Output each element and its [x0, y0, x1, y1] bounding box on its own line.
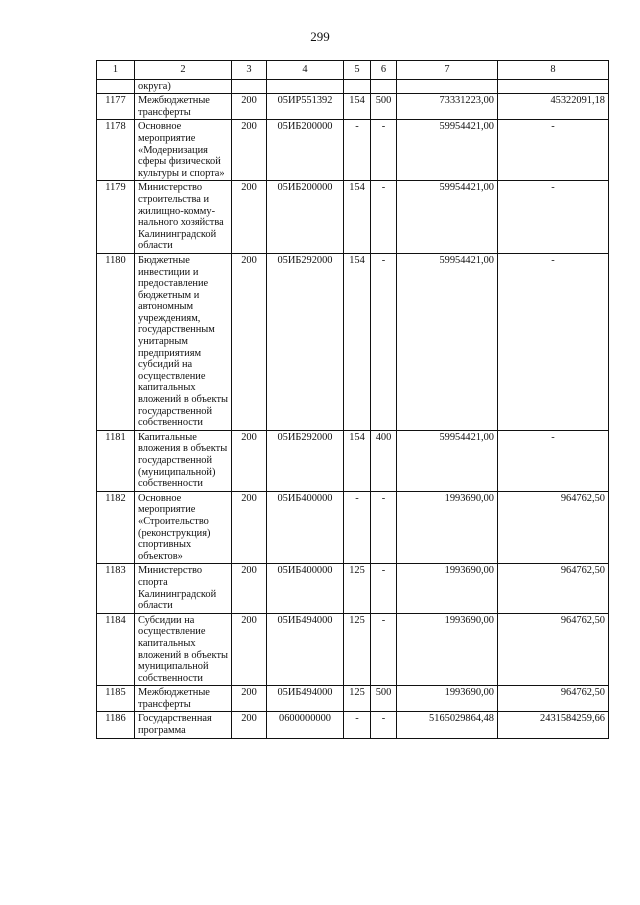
code-cell: 200 — [232, 181, 267, 254]
table-row — [97, 686, 609, 712]
target-code-cell: 05ИБ200000 — [267, 120, 344, 181]
section-code-cell: 154 — [344, 253, 371, 430]
amount-cell: 1993690,00 — [397, 491, 498, 564]
amount-cell: 59954421,00 — [397, 253, 498, 430]
code-cell: 200 — [232, 491, 267, 564]
expense-type-cell: - — [371, 491, 397, 564]
amount-cell: 964762,50 — [498, 491, 609, 564]
amount-cell: 1993690,00 — [397, 564, 498, 613]
section-code-cell: 125 — [344, 564, 371, 613]
table-row — [97, 120, 609, 181]
budget-table — [96, 60, 609, 739]
target-code-cell: 05ИБ292000 — [267, 430, 344, 491]
amount-cell: 2431584259,66 — [498, 712, 609, 738]
table-row — [97, 430, 609, 491]
item-name-cell: Основное мероприятие «Модернизация сферы физической культуры и спорта» — [135, 120, 232, 181]
amount-cell: 964762,50 — [498, 613, 609, 686]
row-number-cell: 1181 — [97, 430, 135, 491]
row-number-cell: 1177 — [97, 94, 135, 120]
code-cell: 200 — [232, 120, 267, 181]
header-cell: 5 — [344, 61, 371, 80]
target-code-cell: 05ИБ200000 — [267, 181, 344, 254]
section-code-cell: - — [344, 120, 371, 181]
expense-type-cell: - — [371, 712, 397, 738]
code-cell: 200 — [232, 253, 267, 430]
code-cell: 200 — [232, 94, 267, 120]
item-name-cell: Межбюджетные трансферты — [135, 94, 232, 120]
amount-cell: 5165029864,48 — [397, 712, 498, 738]
item-name-cell: округа) — [135, 79, 232, 94]
expense-type-cell — [371, 79, 397, 94]
target-code-cell — [267, 79, 344, 94]
amount-cell: 59954421,00 — [397, 181, 498, 254]
target-code-cell: 05ИБ400000 — [267, 491, 344, 564]
code-cell: 200 — [232, 613, 267, 686]
expense-type-cell: 500 — [371, 686, 397, 712]
expense-type-cell: - — [371, 613, 397, 686]
amount-cell: 1993690,00 — [397, 613, 498, 686]
row-number-cell: 1182 — [97, 491, 135, 564]
target-code-cell: 05ИБ494000 — [267, 613, 344, 686]
item-name-cell: Субсидии на осуществление капитальных вложений в объекты муниципальной собственности — [135, 613, 232, 686]
header-cell: 2 — [135, 61, 232, 80]
table-row — [97, 564, 609, 613]
amount-cell: 964762,50 — [498, 686, 609, 712]
table-row — [97, 712, 609, 738]
amount-cell: 964762,50 — [498, 564, 609, 613]
table-row — [97, 79, 609, 94]
item-name-cell: Основное мероприятие «Строительство (реконструкция) спортивных объектов» — [135, 491, 232, 564]
header-cell: 7 — [397, 61, 498, 80]
item-name-cell: Капитальные вложения в объекты государственной (муниципальной) собственности — [135, 430, 232, 491]
target-code-cell: 05ИБ400000 — [267, 564, 344, 613]
section-code-cell: - — [344, 712, 371, 738]
expense-type-cell: - — [371, 564, 397, 613]
table-header-row — [97, 61, 609, 80]
expense-type-cell: - — [371, 181, 397, 254]
expense-type-cell: 500 — [371, 94, 397, 120]
expense-type-cell: 400 — [371, 430, 397, 491]
code-cell: 200 — [232, 712, 267, 738]
expense-type-cell: - — [371, 120, 397, 181]
section-code-cell: 125 — [344, 686, 371, 712]
table-row — [97, 613, 609, 686]
target-code-cell: 05ИБ494000 — [267, 686, 344, 712]
section-code-cell — [344, 79, 371, 94]
section-code-cell: 125 — [344, 613, 371, 686]
header-cell: 1 — [97, 61, 135, 80]
amount-cell: 59954421,00 — [397, 120, 498, 181]
target-code-cell: 0600000000 — [267, 712, 344, 738]
amount-cell: - — [498, 253, 609, 430]
row-number-cell: 1178 — [97, 120, 135, 181]
table-row — [97, 94, 609, 120]
table-row — [97, 253, 609, 430]
page-number: 299 — [310, 29, 330, 44]
section-code-cell: 154 — [344, 430, 371, 491]
amount-cell: 45322091,18 — [498, 94, 609, 120]
row-number-cell: 1183 — [97, 564, 135, 613]
item-name-cell: Министерство строительства и жилищно-комму-нального хозяйства Калининградской области — [135, 181, 232, 254]
header-cell: 4 — [267, 61, 344, 80]
row-number-cell: 1180 — [97, 253, 135, 430]
code-cell: 200 — [232, 430, 267, 491]
row-number-cell: 1184 — [97, 613, 135, 686]
section-code-cell: - — [344, 491, 371, 564]
amount-cell: 73331223,00 — [397, 94, 498, 120]
item-name-cell: Министерство спорта Калининградской области — [135, 564, 232, 613]
code-cell — [232, 79, 267, 94]
item-name-cell: Межбюджетные трансферты — [135, 686, 232, 712]
amount-cell: - — [498, 430, 609, 491]
amount-cell: - — [498, 181, 609, 254]
amount-cell — [498, 79, 609, 94]
target-code-cell: 05ИР551392 — [267, 94, 344, 120]
header-cell: 6 — [371, 61, 397, 80]
row-number-cell: 1185 — [97, 686, 135, 712]
expense-type-cell: - — [371, 253, 397, 430]
code-cell: 200 — [232, 564, 267, 613]
item-name-cell: Бюджетные инвестиции и предоставление бюджетным и автономным учреждениям, государственным унитарным предприятиям субсидий на осуществление капитальных вложений в объекты государственной собственности — [135, 253, 232, 430]
row-number-cell: 1179 — [97, 181, 135, 254]
table-row — [97, 181, 609, 254]
section-code-cell: 154 — [344, 181, 371, 254]
section-code-cell: 154 — [344, 94, 371, 120]
header-cell: 8 — [498, 61, 609, 80]
amount-cell: - — [498, 120, 609, 181]
target-code-cell: 05ИБ292000 — [267, 253, 344, 430]
header-cell: 3 — [232, 61, 267, 80]
amount-cell: 59954421,00 — [397, 430, 498, 491]
table-row — [97, 491, 609, 564]
row-number-cell: 1186 — [97, 712, 135, 738]
item-name-cell: Государственная программа — [135, 712, 232, 738]
code-cell: 200 — [232, 686, 267, 712]
row-number-cell — [97, 79, 135, 94]
amount-cell — [397, 79, 498, 94]
amount-cell: 1993690,00 — [397, 686, 498, 712]
